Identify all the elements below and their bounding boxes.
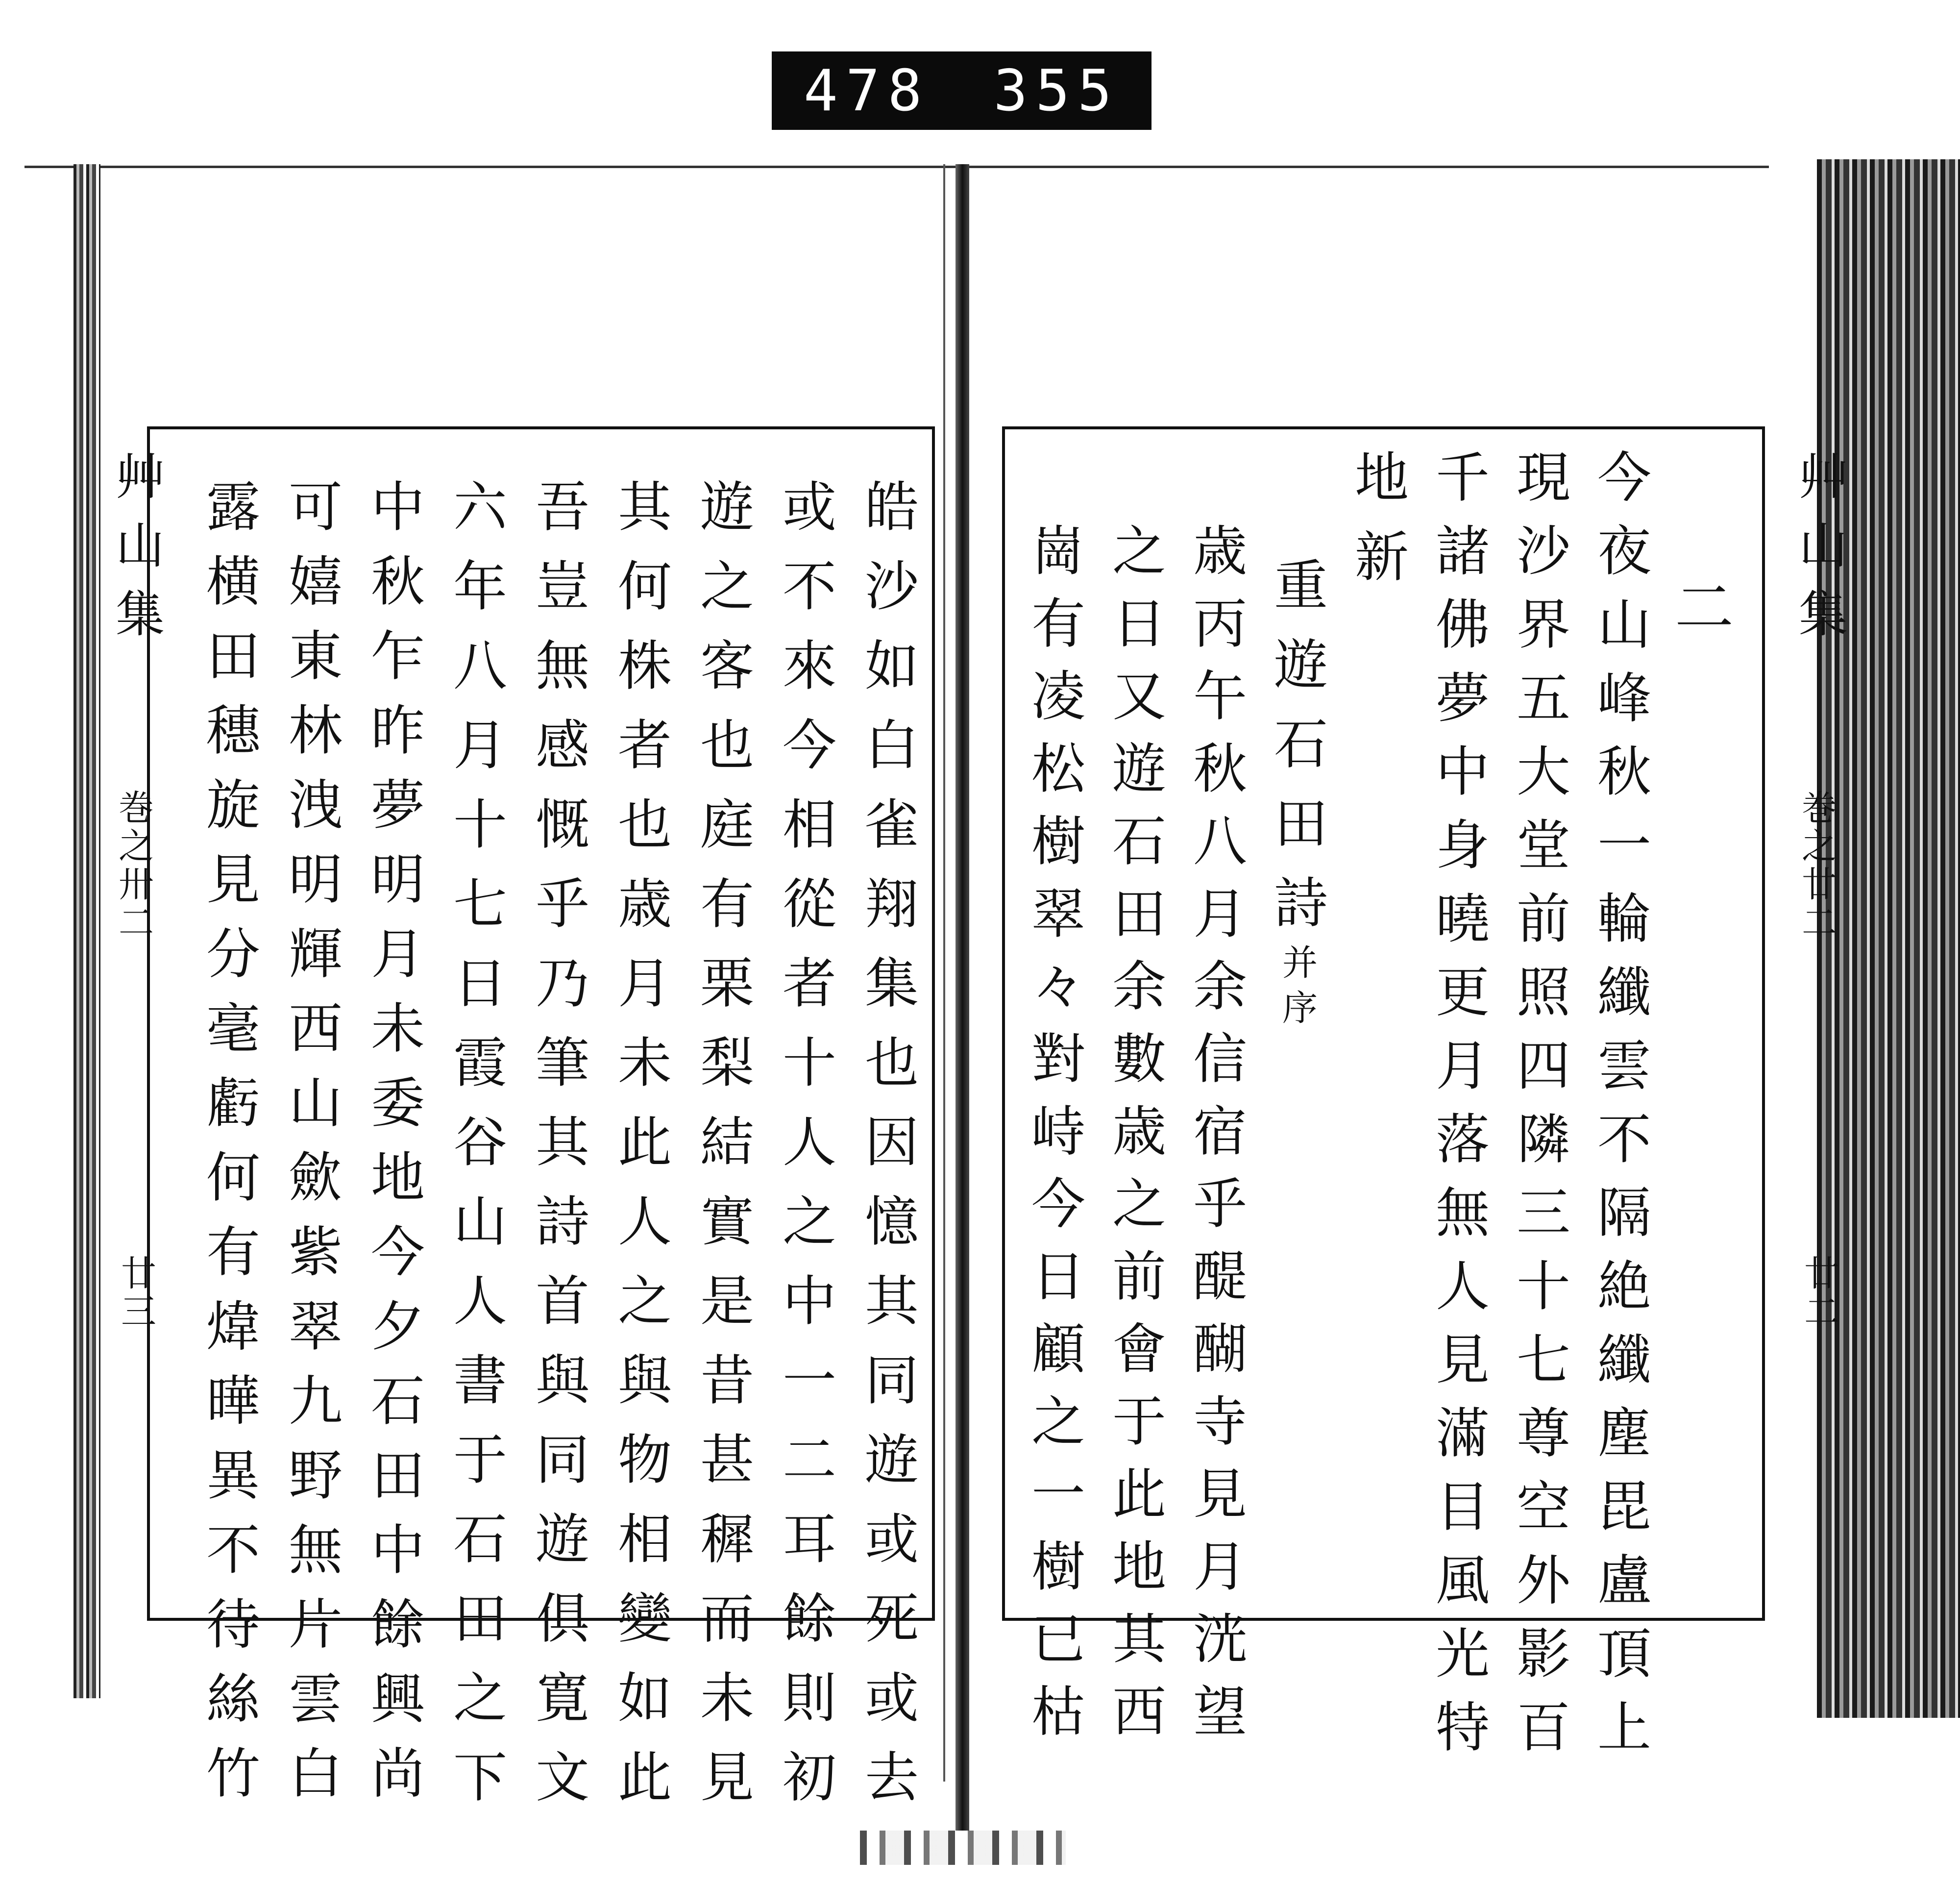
left-page-edge [74, 164, 100, 1698]
poem-column: 千諸佛夢中身曉更月落無人見滿目風光特 [1427, 449, 1490, 1772]
poem-column: 地新 [1346, 449, 1409, 608]
book-spine [956, 164, 969, 1831]
text-column: 六年八月十七日霞谷山人書于石田之下 [444, 478, 507, 1828]
text-column: 皓沙如白雀翔集也因憶其同遊或死或去 [856, 478, 919, 1828]
poem-number-heading: 二 [1665, 576, 1733, 635]
text-column: 其何株者也歳月未此人之與物相變如此 [609, 478, 672, 1828]
poem-column: 露横田穗旋見分毫虧何有煒曄異不待絲竹 [197, 478, 260, 1819]
left-margin-page: 廿三 [115, 1255, 156, 1331]
poem-column: 可嬉東林洩明輝西山歛紫翠九野無片雲白 [280, 478, 343, 1819]
archive-label [772, 51, 1152, 130]
scan-strip [860, 1831, 1066, 1865]
left-margin-title: 艸山集 [107, 451, 165, 657]
page-top-edge [24, 166, 1769, 168]
text-column: 遊之客也庭有栗梨結實是昔甚穉而未見 [691, 478, 754, 1828]
archive-label-right: 355 [993, 57, 1120, 124]
preface-column: 之日又遊石田余數歳之前會于此地其西 [1103, 522, 1166, 1756]
gutter-line [943, 164, 945, 1782]
right-margin-volume: 巻之廿二 [1796, 789, 1837, 942]
poem-column: 中秋乍昨夢明月未委地今夕石田中餘興尚 [362, 478, 425, 1819]
right-margin-page: 廿二 [1798, 1255, 1839, 1331]
section-title: 重遊石田詩 [1265, 557, 1328, 954]
preface-column: 歳丙午秋八月余信宿乎醍醐寺見月洸望 [1184, 522, 1247, 1756]
left-margin-volume: 巻之卅二 [113, 789, 154, 942]
section-title-note: 并序 [1276, 944, 1318, 1034]
left-text-frame [147, 426, 935, 1828]
poem-column: 現沙界五大堂前照四隣三十七尊空外影百 [1508, 449, 1570, 1772]
right-margin-title: 艸山集 [1790, 451, 1848, 657]
poem-column: 今夜山峰秋一輪纖雲不隔絶纖塵毘盧頂上 [1589, 449, 1651, 1772]
text-column: 吾豈無感慨乎乃筆其詩首與同遊俱寛文 [527, 478, 589, 1828]
right-text-frame [1002, 426, 1765, 1772]
archive-label-left: 478 [803, 57, 930, 124]
preface-column: 崗有凌松樹翠々對峙今日顧之一樹已枯 [1023, 522, 1085, 1756]
text-column: 或不來今相從者十人之中一二耳餘則初 [774, 478, 836, 1828]
